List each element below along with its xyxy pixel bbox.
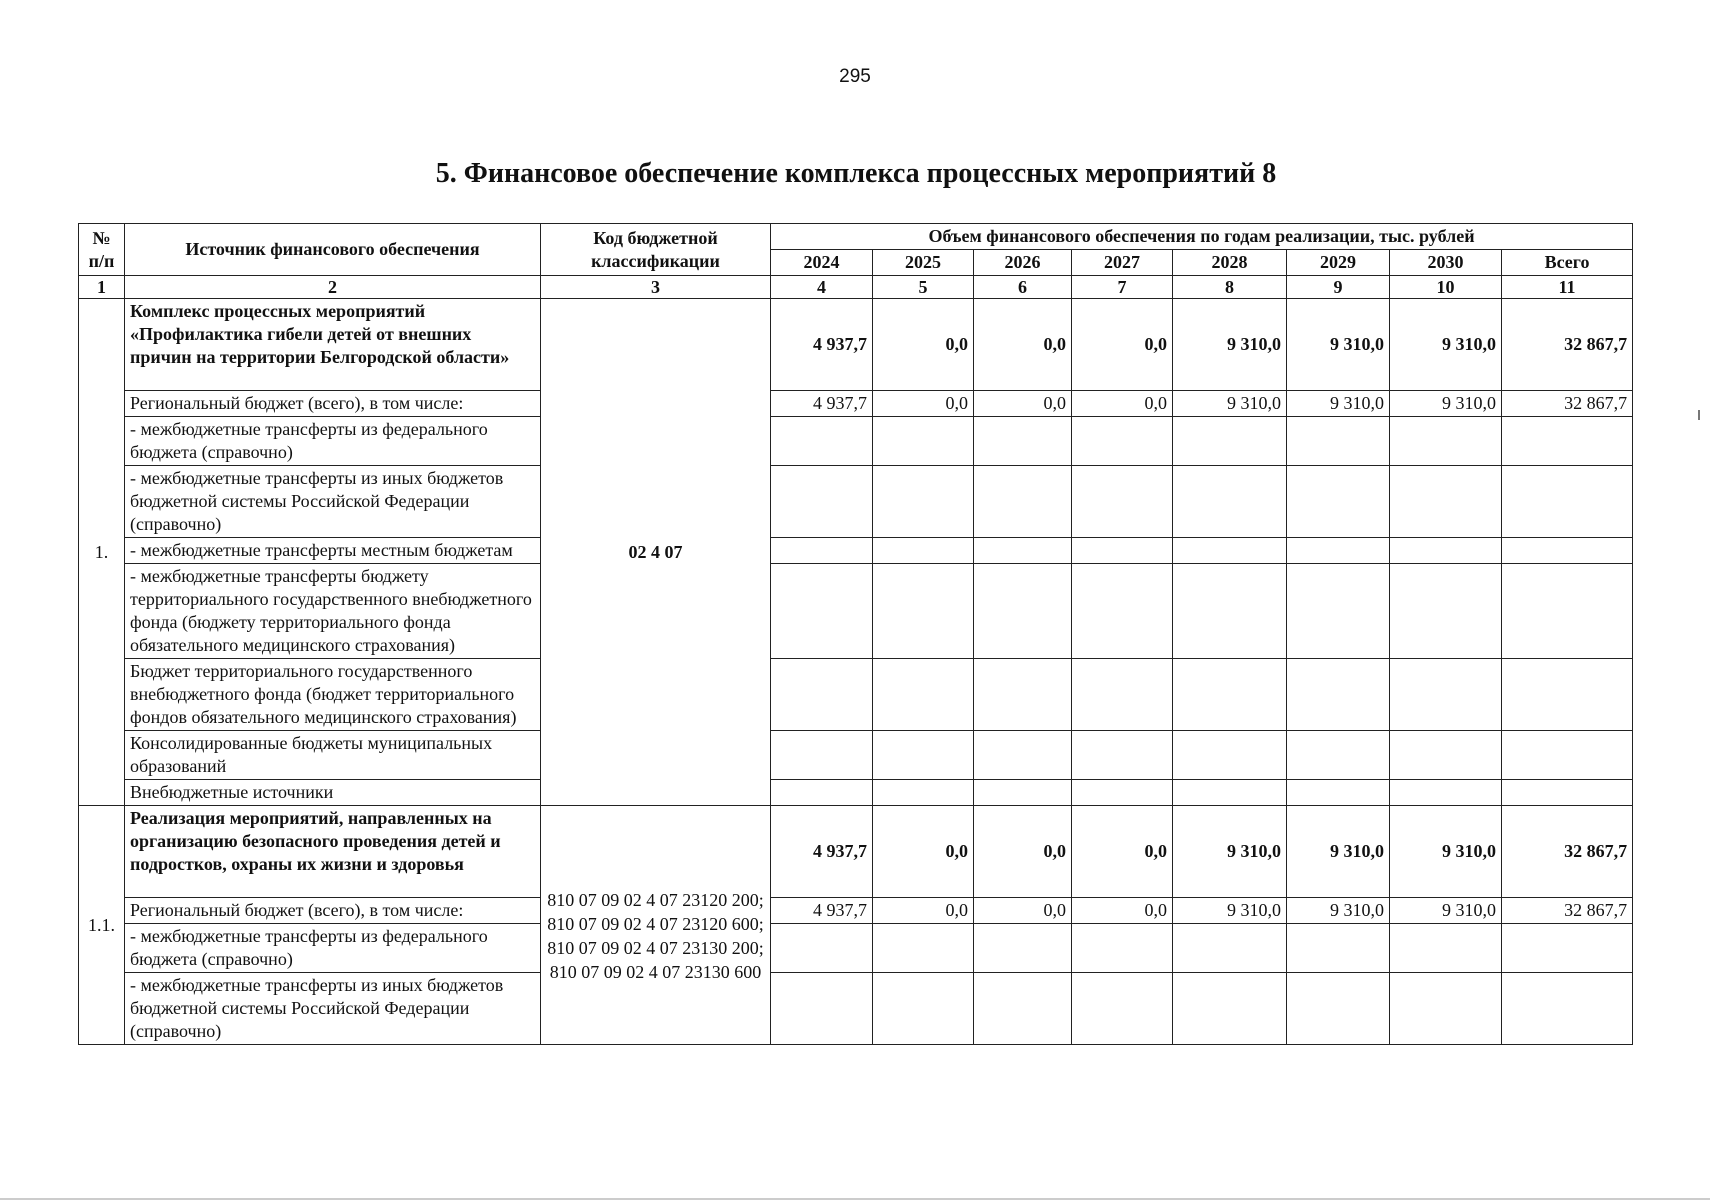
table-row (79, 780, 1633, 806)
value-cell (1072, 538, 1173, 564)
value-cell: 32 867,7 (1502, 898, 1633, 924)
row-label: - межбюджетные трансферты из иных бюджетов бюджетной системы Российской Федерации (справочно) (125, 973, 541, 1045)
value-cell (873, 780, 974, 806)
value-cell (1173, 564, 1287, 659)
column-index: 8 (1173, 276, 1287, 299)
value-cell (1173, 780, 1287, 806)
value-cell: 4 937,7 (771, 391, 873, 417)
value-cell (1502, 466, 1633, 538)
header-code: Код бюджетной классификации (541, 224, 771, 276)
value-cell: 0,0 (873, 391, 974, 417)
column-index: 4 (771, 276, 873, 299)
header-total: Всего (1502, 250, 1633, 276)
value-cell (1287, 780, 1390, 806)
budget-code: 02 4 07 (541, 299, 771, 806)
value-cell (873, 564, 974, 659)
column-index: 1 (79, 276, 125, 299)
row-label: Комплекс процессных мероприятий «Профилактика гибели детей от внешних причин на территории Белгородской области» (125, 299, 541, 391)
header-num: № п/п (79, 224, 125, 276)
value-cell (1287, 417, 1390, 466)
value-cell (1072, 659, 1173, 731)
header-row-1 (79, 224, 1633, 250)
value-cell (1390, 924, 1502, 973)
column-index: 3 (541, 276, 771, 299)
budget-code: 810 07 09 02 4 07 23120 200; 810 07 09 02 4 07 23120 600; 810 07 09 02 4 07 23130 200; 810 07 09 02 4 07 23130 600 (541, 806, 771, 1045)
value-cell (771, 417, 873, 466)
value-cell: 9 310,0 (1173, 299, 1287, 391)
value-cell (1173, 538, 1287, 564)
header-source: Источник финансового обеспечения (125, 224, 541, 276)
value-cell: 4 937,7 (771, 299, 873, 391)
row-label: Региональный бюджет (всего), в том числе: (125, 898, 541, 924)
value-cell (1390, 417, 1502, 466)
financing-table (78, 223, 1633, 1045)
table-row (79, 898, 1633, 924)
value-cell (1390, 731, 1502, 780)
value-cell (873, 466, 974, 538)
value-cell (771, 731, 873, 780)
value-cell: 0,0 (1072, 299, 1173, 391)
value-cell: 0,0 (1072, 898, 1173, 924)
row-label: - межбюджетные трансферты местным бюджетам (125, 538, 541, 564)
value-cell (1287, 466, 1390, 538)
value-cell (1173, 731, 1287, 780)
table-row (79, 924, 1633, 973)
value-cell: 9 310,0 (1287, 898, 1390, 924)
value-cell (974, 731, 1072, 780)
value-cell (1502, 538, 1633, 564)
value-cell (1502, 731, 1633, 780)
value-cell: 9 310,0 (1390, 299, 1502, 391)
value-cell: 9 310,0 (1390, 391, 1502, 417)
value-cell (1173, 659, 1287, 731)
value-cell (1502, 564, 1633, 659)
header-year: 2024 (771, 250, 873, 276)
value-cell: 9 310,0 (1287, 391, 1390, 417)
header-year: 2028 (1173, 250, 1287, 276)
value-cell (1072, 780, 1173, 806)
value-cell (771, 564, 873, 659)
value-cell (1072, 564, 1173, 659)
value-cell: 9 310,0 (1173, 898, 1287, 924)
value-cell (1390, 973, 1502, 1045)
value-cell (1287, 659, 1390, 731)
header-year: 2025 (873, 250, 974, 276)
table-row (79, 417, 1633, 466)
value-cell (873, 973, 974, 1045)
value-cell (1287, 731, 1390, 780)
header-year: 2026 (974, 250, 1072, 276)
table-row (79, 538, 1633, 564)
value-cell (974, 538, 1072, 564)
value-cell (1502, 780, 1633, 806)
column-index: 11 (1502, 276, 1633, 299)
header-volume: Объем финансового обеспечения по годам реализации, тыс. рублей (771, 224, 1633, 250)
value-cell: 9 310,0 (1390, 898, 1502, 924)
value-cell (1502, 417, 1633, 466)
value-cell: 9 310,0 (1173, 391, 1287, 417)
row-label: - межбюджетные трансферты бюджету территориального государственного внебюджетного фонда (бюджету территориального фонда обязательного медицинского страхования) (125, 564, 541, 659)
row-number: 1.1. (79, 806, 125, 1045)
column-index: 2 (125, 276, 541, 299)
value-cell (1072, 466, 1173, 538)
header-row-index (79, 276, 1633, 299)
value-cell (1287, 538, 1390, 564)
column-index: 9 (1287, 276, 1390, 299)
table-row (79, 731, 1633, 780)
row-label: - межбюджетные трансферты из федерального бюджета (справочно) (125, 924, 541, 973)
row-label: Региональный бюджет (всего), в том числе: (125, 391, 541, 417)
value-cell (1502, 659, 1633, 731)
value-cell: 9 310,0 (1287, 806, 1390, 898)
value-cell: 4 937,7 (771, 806, 873, 898)
value-cell: 0,0 (974, 898, 1072, 924)
row-label: - межбюджетные трансферты из федерального бюджета (справочно) (125, 417, 541, 466)
value-cell (1173, 417, 1287, 466)
value-cell (873, 538, 974, 564)
table-row (79, 806, 1633, 898)
table-row (79, 299, 1633, 391)
value-cell: 0,0 (873, 299, 974, 391)
row-label: - межбюджетные трансферты из иных бюджетов бюджетной системы Российской Федерации (справочно) (125, 466, 541, 538)
value-cell: 0,0 (974, 299, 1072, 391)
value-cell (1502, 973, 1633, 1045)
value-cell: 0,0 (1072, 391, 1173, 417)
row-label: Консолидированные бюджеты муниципальных образований (125, 731, 541, 780)
value-cell (1287, 973, 1390, 1045)
value-cell (873, 417, 974, 466)
page-number: 295 (839, 66, 871, 87)
value-cell: 32 867,7 (1502, 299, 1633, 391)
value-cell (771, 659, 873, 731)
table-row (79, 391, 1633, 417)
value-cell (974, 417, 1072, 466)
value-cell (1390, 659, 1502, 731)
value-cell (1173, 973, 1287, 1045)
column-index: 10 (1390, 276, 1502, 299)
row-number: 1. (79, 299, 125, 806)
value-cell (1390, 564, 1502, 659)
value-cell: 9 310,0 (1287, 299, 1390, 391)
value-cell (771, 780, 873, 806)
column-index: 6 (974, 276, 1072, 299)
value-cell (1502, 924, 1633, 973)
value-cell (974, 924, 1072, 973)
table-row (79, 659, 1633, 731)
value-cell (873, 659, 974, 731)
value-cell (771, 973, 873, 1045)
value-cell (1390, 780, 1502, 806)
value-cell (1173, 924, 1287, 973)
value-cell: 32 867,7 (1502, 806, 1633, 898)
value-cell (1072, 417, 1173, 466)
value-cell: 0,0 (974, 806, 1072, 898)
value-cell: 32 867,7 (1502, 391, 1633, 417)
value-cell (1390, 466, 1502, 538)
value-cell: 0,0 (974, 391, 1072, 417)
value-cell: 0,0 (1072, 806, 1173, 898)
value-cell (1072, 924, 1173, 973)
value-cell (1287, 924, 1390, 973)
table-row (79, 564, 1633, 659)
header-year: 2029 (1287, 250, 1390, 276)
row-label: Реализация мероприятий, направленных на организацию безопасного проведения детей и подростков, охраны их жизни и здоровья (125, 806, 541, 898)
value-cell (974, 564, 1072, 659)
value-cell (873, 924, 974, 973)
value-cell (771, 924, 873, 973)
header-year: 2027 (1072, 250, 1173, 276)
row-label: Бюджет территориального государственного внебюджетного фонда (бюджет территориального фондов обязательного медицинского страхования) (125, 659, 541, 731)
scan-mark (1698, 410, 1700, 420)
column-index: 7 (1072, 276, 1173, 299)
value-cell (873, 731, 974, 780)
document-title: 5. Финансовое обеспечение комплекса процессных мероприятий 8 (435, 158, 1277, 189)
value-cell (1287, 564, 1390, 659)
value-cell: 0,0 (873, 898, 974, 924)
value-cell (974, 780, 1072, 806)
value-cell (1072, 973, 1173, 1045)
value-cell: 0,0 (873, 806, 974, 898)
value-cell (974, 659, 1072, 731)
value-cell (1173, 466, 1287, 538)
value-cell (1390, 538, 1502, 564)
value-cell (974, 466, 1072, 538)
value-cell (1072, 731, 1173, 780)
header-year: 2030 (1390, 250, 1502, 276)
column-index: 5 (873, 276, 974, 299)
table-row (79, 973, 1633, 1045)
row-label: Внебюджетные источники (125, 780, 541, 806)
value-cell (974, 973, 1072, 1045)
value-cell: 9 310,0 (1390, 806, 1502, 898)
value-cell: 4 937,7 (771, 898, 873, 924)
table-row (79, 466, 1633, 538)
value-cell (771, 466, 873, 538)
value-cell: 9 310,0 (1173, 806, 1287, 898)
value-cell (771, 538, 873, 564)
